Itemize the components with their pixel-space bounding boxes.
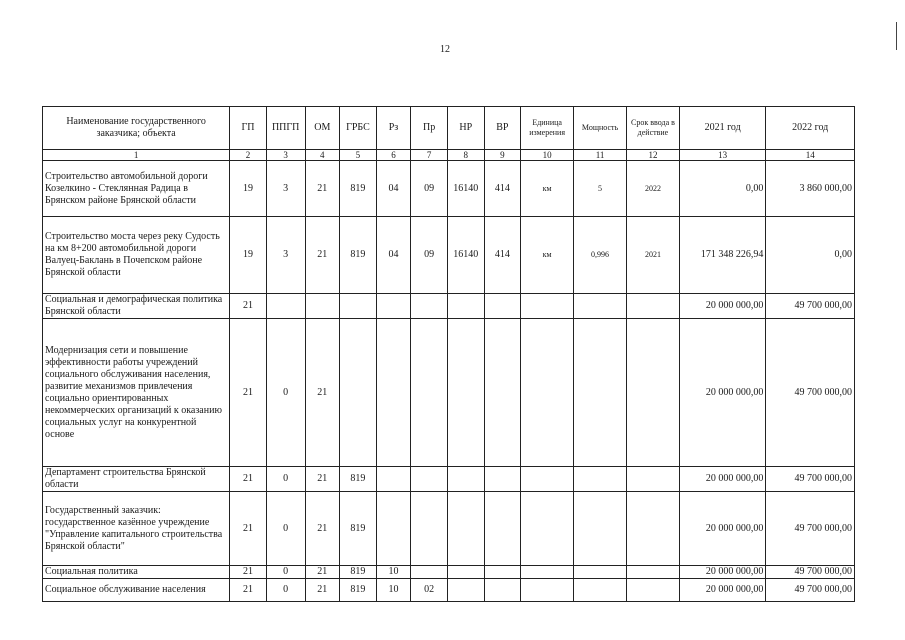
cell-unit <box>521 467 574 492</box>
table-row <box>43 217 855 294</box>
col-header-vr: ВР <box>484 107 521 150</box>
cell-vr: 414 <box>484 217 521 294</box>
col-header-grbs: ГРБС <box>340 107 377 150</box>
cell-nr: 16140 <box>447 217 484 294</box>
column-number: 4 <box>305 150 340 161</box>
col-header-commission-date: Срок ввода в действие <box>627 107 680 150</box>
cell-capacity <box>574 467 627 492</box>
cell-commission-date <box>627 566 680 579</box>
cell-ppgp: 0 <box>266 319 305 467</box>
cell-object-name: Департамент строительства Брянской области <box>43 467 230 492</box>
budget-table <box>42 106 855 602</box>
cell-nr <box>447 467 484 492</box>
col-header-name: Наименование государственного заказчика; объекта <box>43 107 230 150</box>
cell-amount-2021: 20 000 000,00 <box>679 566 765 579</box>
col-header-2021: 2021 год <box>679 107 765 150</box>
cell-pr <box>411 566 448 579</box>
col-header-om: ОМ <box>305 107 340 150</box>
cell-amount-2022: 49 700 000,00 <box>766 566 855 579</box>
cell-unit: км <box>521 161 574 217</box>
cell-nr <box>447 319 484 467</box>
column-number: 14 <box>766 150 855 161</box>
cell-nr <box>447 492 484 566</box>
cell-nr <box>447 566 484 579</box>
column-number: 7 <box>411 150 448 161</box>
col-header-capacity: Мощность <box>574 107 627 150</box>
table-row <box>43 161 855 217</box>
cell-rz <box>376 492 411 566</box>
cell-vr <box>484 566 521 579</box>
cell-commission-date <box>627 294 680 319</box>
cell-commission-date <box>627 579 680 602</box>
table-row <box>43 566 855 579</box>
cell-om <box>305 294 340 319</box>
cell-gp: 19 <box>230 217 267 294</box>
cell-object-name: Социальное обслуживание населения <box>43 579 230 602</box>
table-row <box>43 294 855 319</box>
cell-grbs <box>340 294 377 319</box>
column-number: 3 <box>266 150 305 161</box>
cell-commission-date <box>627 467 680 492</box>
column-number: 6 <box>376 150 411 161</box>
cell-pr <box>411 319 448 467</box>
cell-pr: 09 <box>411 217 448 294</box>
cell-unit <box>521 319 574 467</box>
cell-gp: 21 <box>230 294 267 319</box>
cell-unit <box>521 492 574 566</box>
cell-vr <box>484 319 521 467</box>
col-header-gp: ГП <box>230 107 267 150</box>
cell-gp: 21 <box>230 566 267 579</box>
cell-pr <box>411 492 448 566</box>
cell-ppgp: 3 <box>266 161 305 217</box>
col-header-ppgp: ППГП <box>266 107 305 150</box>
cell-amount-2022: 49 700 000,00 <box>766 294 855 319</box>
cell-commission-date <box>627 492 680 566</box>
table-row <box>43 579 855 602</box>
cell-grbs: 819 <box>340 579 377 602</box>
cell-gp: 21 <box>230 492 267 566</box>
cell-ppgp: 0 <box>266 467 305 492</box>
cell-capacity <box>574 294 627 319</box>
cell-object-name: Строительство автомобильной дороги Козелкино - Стеклянная Радица в Брянском районе Брянской области <box>43 161 230 217</box>
cell-grbs: 819 <box>340 161 377 217</box>
column-number: 12 <box>627 150 680 161</box>
cell-rz: 10 <box>376 566 411 579</box>
cell-object-name: Модернизация сети и повышение эффективности работы учреждений социального обслуживания населения, развитие механизмов привлечения социально ориентированных некоммерческих организаций к оказанию социальных услуг на конкурентной основе <box>43 319 230 467</box>
cell-capacity <box>574 566 627 579</box>
cell-unit <box>521 579 574 602</box>
cell-grbs: 819 <box>340 467 377 492</box>
cell-capacity: 5 <box>574 161 627 217</box>
cell-rz <box>376 467 411 492</box>
cell-gp: 21 <box>230 579 267 602</box>
column-number: 8 <box>447 150 484 161</box>
cell-pr <box>411 294 448 319</box>
cell-amount-2021: 20 000 000,00 <box>679 294 765 319</box>
cell-ppgp: 0 <box>266 579 305 602</box>
cell-object-name: Строительство моста через реку Судость на км 8+200 автомобильной дороги Валуец-Баклань в Почепском районе Брянской области <box>43 217 230 294</box>
cell-capacity <box>574 492 627 566</box>
cell-grbs <box>340 319 377 467</box>
scan-edge-mark <box>896 22 897 50</box>
header-row <box>43 107 855 150</box>
cell-vr <box>484 579 521 602</box>
column-number: 10 <box>521 150 574 161</box>
cell-gp: 19 <box>230 161 267 217</box>
cell-amount-2022: 49 700 000,00 <box>766 579 855 602</box>
column-number: 5 <box>340 150 377 161</box>
cell-unit <box>521 294 574 319</box>
cell-amount-2022: 49 700 000,00 <box>766 319 855 467</box>
cell-unit <box>521 566 574 579</box>
cell-om: 21 <box>305 217 340 294</box>
cell-grbs: 819 <box>340 566 377 579</box>
cell-amount-2021: 20 000 000,00 <box>679 467 765 492</box>
cell-ppgp: 3 <box>266 217 305 294</box>
page-number: 12 <box>440 44 450 55</box>
cell-rz: 04 <box>376 217 411 294</box>
column-number: 1 <box>43 150 230 161</box>
cell-vr <box>484 294 521 319</box>
cell-vr: 414 <box>484 161 521 217</box>
cell-amount-2022: 3 860 000,00 <box>766 161 855 217</box>
table-row <box>43 467 855 492</box>
cell-amount-2022: 49 700 000,00 <box>766 467 855 492</box>
cell-commission-date: 2022 <box>627 161 680 217</box>
cell-gp: 21 <box>230 319 267 467</box>
cell-rz: 04 <box>376 161 411 217</box>
cell-amount-2021: 20 000 000,00 <box>679 319 765 467</box>
cell-ppgp <box>266 294 305 319</box>
cell-rz <box>376 294 411 319</box>
cell-gp: 21 <box>230 467 267 492</box>
cell-pr <box>411 467 448 492</box>
column-number: 2 <box>230 150 267 161</box>
cell-amount-2021: 20 000 000,00 <box>679 579 765 602</box>
cell-vr <box>484 492 521 566</box>
cell-grbs: 819 <box>340 217 377 294</box>
cell-rz <box>376 319 411 467</box>
col-header-2022: 2022 год <box>766 107 855 150</box>
column-number: 13 <box>679 150 765 161</box>
col-header-unit: Единица измерения <box>521 107 574 150</box>
cell-capacity <box>574 579 627 602</box>
cell-ppgp: 0 <box>266 566 305 579</box>
cell-amount-2021: 20 000 000,00 <box>679 492 765 566</box>
cell-om: 21 <box>305 579 340 602</box>
cell-ppgp: 0 <box>266 492 305 566</box>
cell-nr: 16140 <box>447 161 484 217</box>
column-number-row <box>43 150 855 161</box>
cell-om: 21 <box>305 566 340 579</box>
cell-om: 21 <box>305 492 340 566</box>
column-number: 11 <box>574 150 627 161</box>
column-number: 9 <box>484 150 521 161</box>
col-header-pr: Пр <box>411 107 448 150</box>
cell-capacity: 0,996 <box>574 217 627 294</box>
cell-pr: 09 <box>411 161 448 217</box>
table-row <box>43 492 855 566</box>
cell-capacity <box>574 319 627 467</box>
col-header-rz: Рз <box>376 107 411 150</box>
cell-object-name: Государственный заказчик: государственное казённое учреждение "Управление капитального строительства Брянской области" <box>43 492 230 566</box>
col-header-nr: НР <box>447 107 484 150</box>
cell-om: 21 <box>305 319 340 467</box>
cell-amount-2022: 0,00 <box>766 217 855 294</box>
cell-om: 21 <box>305 467 340 492</box>
table-row <box>43 319 855 467</box>
cell-nr <box>447 294 484 319</box>
cell-pr: 02 <box>411 579 448 602</box>
cell-amount-2021: 0,00 <box>679 161 765 217</box>
cell-commission-date <box>627 319 680 467</box>
cell-om: 21 <box>305 161 340 217</box>
cell-amount-2021: 171 348 226,94 <box>679 217 765 294</box>
cell-amount-2022: 49 700 000,00 <box>766 492 855 566</box>
cell-commission-date: 2021 <box>627 217 680 294</box>
cell-object-name: Социальная политика <box>43 566 230 579</box>
cell-object-name: Социальная и демографическая политика Брянской области <box>43 294 230 319</box>
cell-nr <box>447 579 484 602</box>
cell-rz: 10 <box>376 579 411 602</box>
cell-unit: км <box>521 217 574 294</box>
cell-grbs: 819 <box>340 492 377 566</box>
cell-vr <box>484 467 521 492</box>
